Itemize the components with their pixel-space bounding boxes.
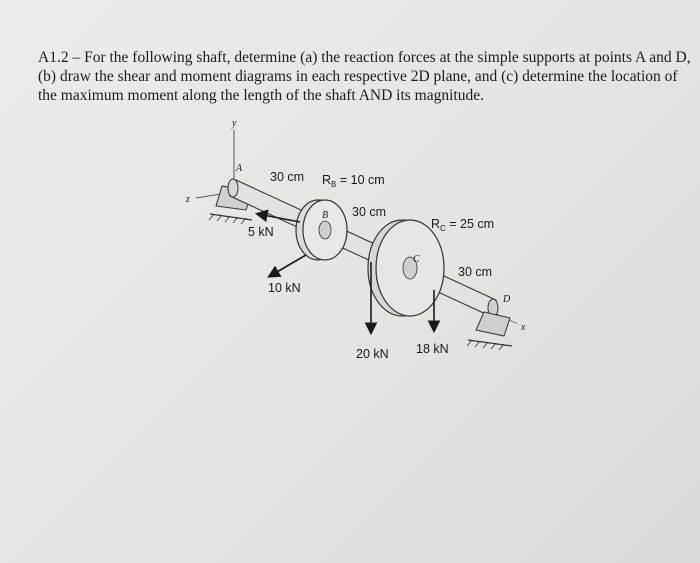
- problem-line-2: (b) draw the shear and moment diagrams in each respective 2D plane, and (c) determine the location of: [38, 68, 678, 85]
- label-point-c: C: [413, 254, 420, 265]
- radius-c-label: $R_C = 25$ cm: [431, 217, 495, 233]
- dimension-cd: 30 cm: [458, 265, 493, 279]
- label-point-d: D: [503, 294, 511, 305]
- problem-line-1: A1.2 – For the following shaft, determine (a) the reaction forces at the simple supports at points A and D,: [38, 49, 691, 66]
- z-axis-label: z: [186, 194, 190, 205]
- force-18kn-label: 18 kN: [416, 342, 449, 356]
- pulley-c: [368, 220, 444, 316]
- shaft: [228, 179, 498, 317]
- force-10kn-arrow: [270, 255, 306, 276]
- pulley-b: [296, 200, 347, 260]
- support-d: [467, 312, 512, 350]
- force-20kn-label: 20 kN: [356, 347, 389, 361]
- force-5kn-label: 5 kN: [248, 225, 274, 239]
- label-point-a: A: [236, 163, 243, 174]
- dimension-bc: 30 cm: [352, 205, 387, 219]
- dimension-ab: 30 cm: [270, 170, 305, 184]
- y-axis-label: y: [232, 118, 237, 129]
- problem-line-3: the maximum moment along the length of the shaft AND its magnitude.: [38, 87, 484, 104]
- radius-b-label: $R_B = 10$ cm: [322, 173, 385, 189]
- label-point-b: B: [322, 210, 329, 221]
- x-axis-label: x: [521, 322, 526, 333]
- force-10kn-label: 10 kN: [268, 281, 301, 295]
